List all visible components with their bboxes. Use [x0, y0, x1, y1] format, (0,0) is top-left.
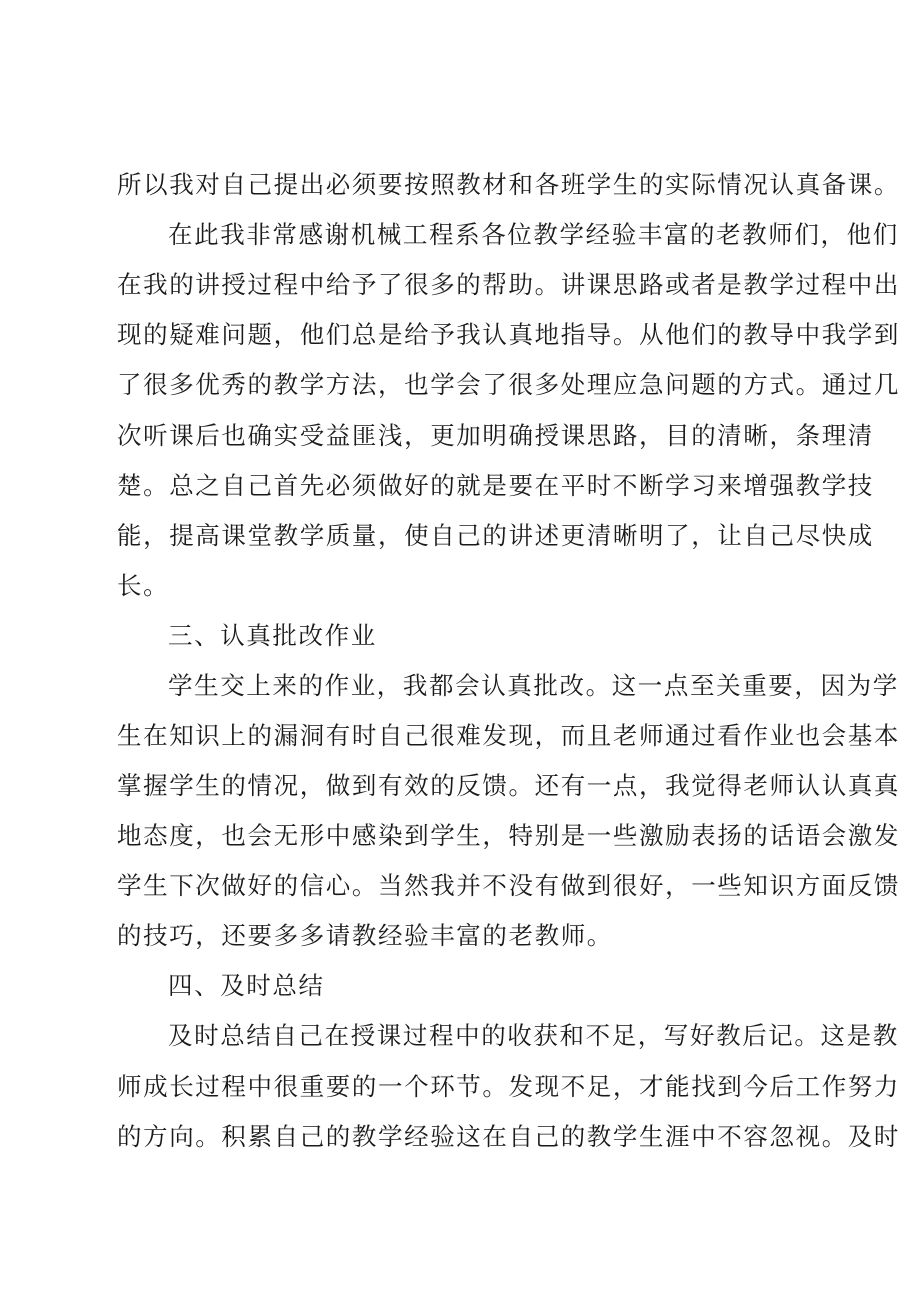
paragraph-start-line: 在此我非常感谢机械工程系各位教学经验丰富的老教师们，他们 [168, 220, 899, 249]
text-line: 师成长过程中很重要的一个环节。发现不足，才能找到今后工作努力 [117, 1072, 900, 1101]
text-line: 学生下次做好的信心。当然我并不没有做到很好，一些知识方面反馈 [117, 871, 900, 900]
text-line: 生在知识上的漏洞有时自己很难发现，而且老师通过看作业也会基本 [117, 721, 900, 750]
text-line: 的技巧，还要多多请教经验丰富的老教师。 [117, 921, 613, 950]
text-line: 了很多优秀的教学方法，也学会了很多处理应急问题的方式。通过几 [117, 370, 900, 399]
paragraph-start-line: 学生交上来的作业，我都会认真批改。这一点至关重要，因为学 [168, 671, 899, 700]
text-line: 地态度，也会无形中感染到学生，特别是一些激励表扬的话语会激发 [117, 821, 900, 850]
text-line: 长。 [117, 571, 170, 600]
text-line: 次听课后也确实受益匪浅，更加明确授课思路，目的清晰，条理清 [117, 421, 874, 450]
text-line: 掌握学生的情况，做到有效的反馈。还有一点，我觉得老师认认真真 [117, 771, 900, 800]
text-line: 楚。总之自己首先必须做好的就是要在平时不断学习来增强教学技 [117, 471, 874, 500]
text-line: 所以我对自己提出必须要按照教材和各班学生的实际情况认真备课。 [117, 170, 900, 199]
section-heading: 三、认真批改作业 [168, 621, 377, 650]
text-line: 的方向。积累自己的教学经验这在自己的教学生涯中不容忽视。及时 [117, 1122, 900, 1151]
paragraph-start-line: 及时总结自己在授课过程中的收获和不足，写好教后记。这是教 [168, 1021, 899, 1050]
text-line: 现的疑难问题，他们总是给予我认真地指导。从他们的教导中我学到 [117, 320, 900, 349]
section-heading: 四、及时总结 [168, 971, 325, 1000]
text-line: 能，提高课堂教学质量，使自己的讲述更清晰明了，让自己尽快成 [117, 521, 874, 550]
text-line: 在我的讲授过程中给予了很多的帮助。讲课思路或者是教学过程中出 [117, 270, 900, 299]
